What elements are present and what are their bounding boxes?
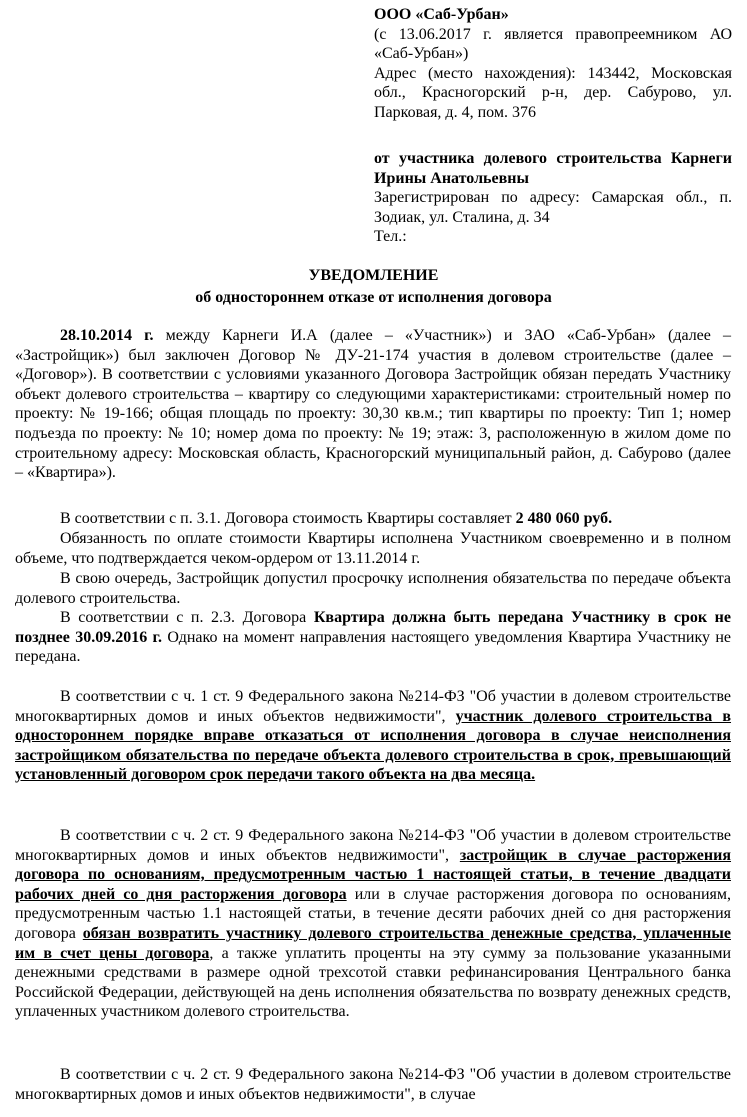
law-part2-intro: В соответствии с ч. 2 ст. 9 Федерального закона №214-ФЗ "Об участии в долевом строительстве многоквартирных домов и иных объектов недвижимости",	[15, 827, 731, 864]
document-title: УВЕДОМЛЕНИЕ	[308, 267, 439, 284]
recipient-successor-note: (с 13.06.2017 г. является правопреемником АО «Саб-Урбан»)	[374, 25, 732, 63]
price-text: В соответствии с п. 3.1. Договора стоимость Квартиры составляет	[60, 510, 516, 527]
law-part1-intro: В соответствии с ч. 1 ст. 9 Федерального закона №214-ФЗ "Об участии в долевом строительстве многоквартирных домов и иных объектов недвижимости",	[15, 688, 731, 725]
law-part2-refund-term: застройщик в случае расторжения договора по основаниям, предусмотренным частью 1 настоящей статьи, в течение двадцати рабочих дней со дня расторжения договора	[15, 846, 732, 903]
contract-date: 28.10.2014 г.	[60, 327, 154, 344]
sender-phone: Тел.:	[374, 228, 407, 246]
recipient-company: ООО «Саб-Урбан»	[374, 6, 509, 23]
paragraph-price	[15, 509, 731, 529]
paragraph-law-part1	[15, 687, 731, 785]
recipient-block	[374, 5, 732, 123]
contract-details: между Карнеги И.А (далее – «Участник») и ЗАО «Саб-Урбан» (далее – «Застройщик») был заключен Договор № ДУ-21-174 участия в долевом строительстве (далее – «Договор»). В соответствии с условиями указанного Договора Застройщик обязан передать Участнику объект долевого строительства – квартиру со следующими характеристиками: строительный номер по проекту: № 19-166; общая площадь по проекту: 30,30 кв.м.; тип квартиры по проекту: Тип 1; номер подъезда по проекту: № 10; номер дома по проекту: № 19; этаж: 3, расположенную в жилом доме по строительному адресу: Московская область, Красногорский муниципальный район, д. Сабурово (далее – «Квартира»).	[15, 327, 731, 482]
recipient-address: Адрес (место нахождения): 143442, Московская обл., Красногорский р-н, дер. Сабурово, ул. Парковая, д. 4, пом. 376	[374, 64, 732, 121]
law-part2-middle: или в случае расторжения договора по основаниям, предусмотренным частью 1.1 настоящей статьи, в течение десяти рабочих дней со дня расторжения договора	[15, 885, 731, 942]
law-part2-interest: , а также уплатить проценты на эту сумму за пользование указанными денежными средствами в размере одной трехсотой ставки рефинансирования Центрального банка Российской Федерации, действующей на день исполнения обязательства по возврату денежных средств, уплаченных участником долевого строительства.	[15, 944, 732, 1021]
deadline-end: Однако на момент направления настоящего уведомления Квартира Участнику не передана.	[15, 628, 731, 666]
sender-heading: от участника долевого строительства Карнеги Ирины Анатольевны	[374, 150, 732, 187]
paragraph-contract	[15, 326, 731, 483]
paragraph-delay: В свою очередь, Застройщик допустил просрочку исполнения обязательства по передаче объекта долевого строительства.	[15, 570, 731, 607]
price-amount: 2 480 060 руб.	[515, 510, 613, 527]
sender-registration: Зарегистрирован по адресу: Самарская обл., п. Зодиак, ул. Сталина, д. 34	[374, 189, 732, 226]
deadline-date: Квартира должна быть передана Участнику в срок не позднее 30.09.2016 г.	[15, 609, 732, 646]
sender-block	[374, 149, 732, 247]
paragraph-payment: Обязанность по оплате стоимости Квартиры исполнена Участником своевременно и в полном объеме, что подтверждается чеком-ордером от 13.11.2014 г.	[15, 530, 731, 567]
law-part1-right: участник долевого строительства в одностороннем порядке вправе отказаться от исполнения договора в случае неисполнения застройщиком обязательства по передаче объекта долевого строительства в срок, превышающий установленный договором срок передачи такого объекта на два месяца.	[15, 707, 732, 784]
document-subtitle: об одностороннем отказе от исполнения договора	[195, 289, 552, 306]
paragraph-deadline	[15, 608, 731, 667]
paragraph-law-part2	[15, 826, 731, 1022]
law-part2-refund-obligation: обязан возвратить участнику долевого строительства денежные средства, уплаченные им в счет цены договора	[15, 924, 731, 962]
deadline-start: В соответствии с п. 2.3. Договора	[60, 609, 314, 626]
paragraph-law-part2-continued: В соответствии с ч. 2 ст. 9 Федерального закона №214-ФЗ "Об участии в долевом строительстве многоквартирных домов и иных объектов недвижимости", в случае	[15, 1066, 731, 1103]
